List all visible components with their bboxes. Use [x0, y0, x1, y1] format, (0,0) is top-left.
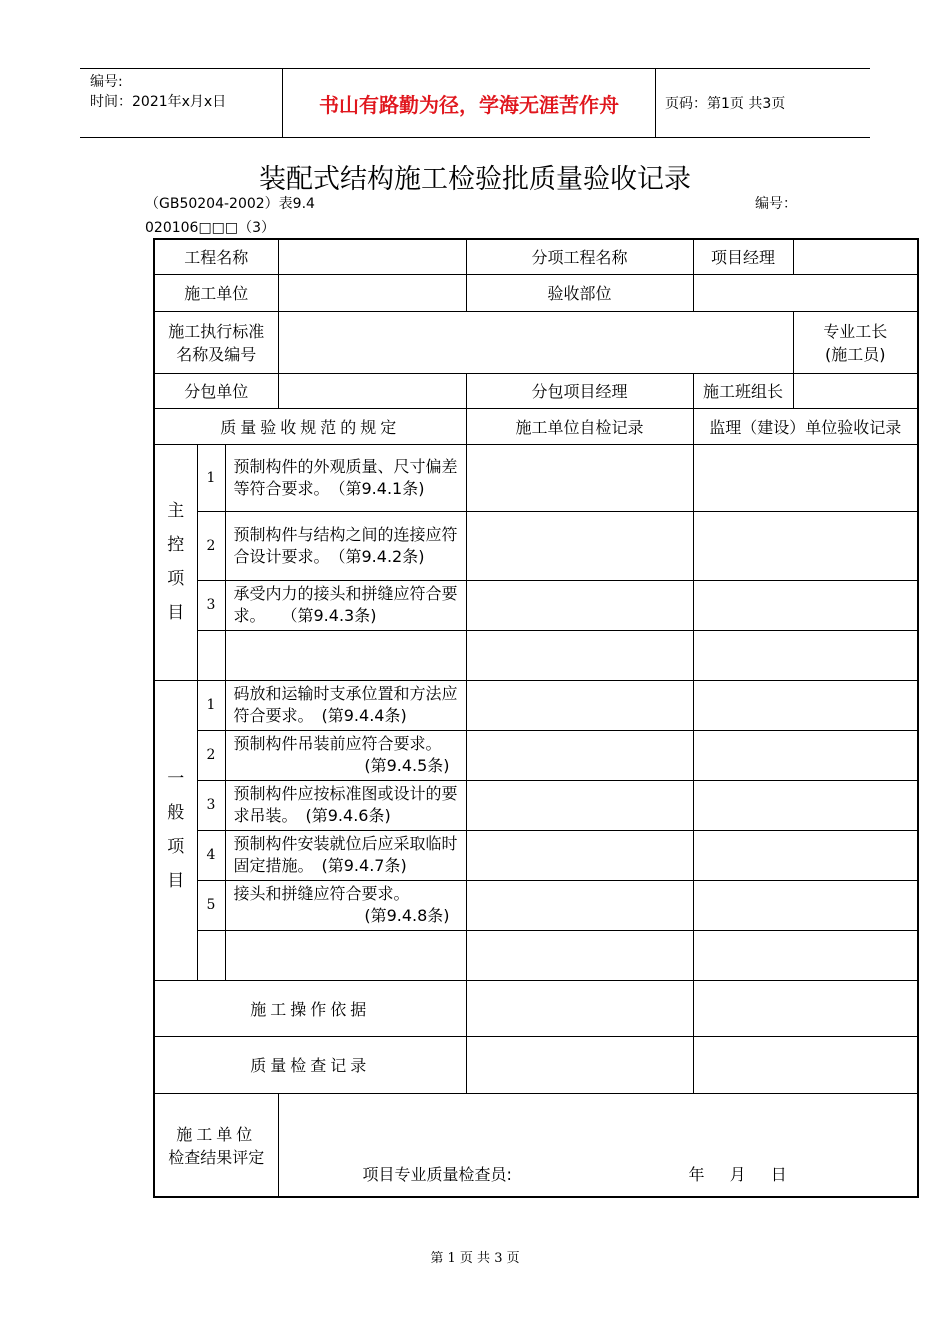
self-check-cell[interactable] — [466, 580, 693, 630]
quality-record-supervision[interactable] — [693, 1036, 918, 1093]
form-code: 020106□□□（3） — [145, 220, 276, 236]
item-text: 承受内力的接头和拼缝应符合要求。 （第9.4.3条) — [225, 580, 466, 630]
item-number: 2 — [197, 511, 225, 580]
item-text: 预制构件的外观质量、尺寸偏差等符合要求。 （第9.4.1条) — [225, 444, 466, 511]
standard-name-line-2: 名称及编号 — [176, 345, 257, 364]
header-page-code: 页码：第1页 共3页 — [665, 96, 786, 112]
item-text-line: 接头和拼缝应符合要求。 — [233, 884, 410, 903]
item-number: 3 — [197, 580, 225, 630]
header-number-label: 编号: — [90, 74, 123, 90]
main-label-char: 项 — [167, 569, 185, 589]
main-label-char: 控 — [167, 535, 185, 555]
supervision-cell[interactable] — [693, 580, 918, 630]
self-check-cell[interactable] — [466, 830, 693, 880]
main-item-row — [154, 511, 918, 580]
item-number: 1 — [197, 444, 225, 511]
foreman-line-1: 专业工长 — [823, 322, 888, 341]
standard-ref: （GB50204-2002）表9.4 — [145, 196, 315, 212]
document-title: 装配式结构施工检验批质量验收记录 — [259, 164, 691, 195]
project-manager-value[interactable] — [793, 239, 918, 274]
general-item-row — [154, 680, 918, 730]
supervision-column-header: 监理（建设）单位验收记录 — [693, 408, 918, 444]
item-number: 2 — [197, 730, 225, 780]
item-number: 1 — [197, 680, 225, 730]
page-footer: 第 1 页 共 3 页 — [430, 1251, 520, 1266]
item-clause: (第9.4.8条) — [364, 906, 450, 925]
project-manager-label: 项目经理 — [693, 239, 793, 274]
header-meta — [90, 72, 226, 112]
project-name-value[interactable] — [278, 239, 466, 274]
row-project-name — [154, 239, 918, 274]
supervision-cell[interactable] — [693, 780, 918, 830]
item-number: 4 — [197, 830, 225, 880]
row-quality-record — [154, 1036, 918, 1093]
evaluation-label — [154, 1093, 278, 1197]
team-leader-label: 施工班组长 — [693, 373, 793, 408]
supervision-cell[interactable] — [693, 511, 918, 580]
general-items-label — [154, 680, 197, 980]
general-label-char: 目 — [167, 871, 185, 891]
general-label-char: 一 — [167, 769, 185, 789]
operation-basis-supervision[interactable] — [693, 980, 918, 1036]
team-leader-value[interactable] — [793, 373, 918, 408]
self-check-cell[interactable] — [466, 730, 693, 780]
foreman-line-2: (施工员) — [825, 345, 886, 364]
row-evaluation — [154, 1093, 918, 1197]
inspector-label: 项目专业质量检查员: — [362, 1164, 512, 1184]
acceptance-part-value[interactable] — [693, 274, 918, 311]
general-item-row — [154, 880, 918, 930]
operation-basis-value[interactable] — [466, 980, 693, 1036]
row-subcontractor — [154, 373, 918, 408]
quality-record-label: 质量检查记录 — [154, 1036, 466, 1093]
inspection-form-table — [153, 238, 919, 1198]
self-check-cell[interactable] — [466, 630, 693, 680]
self-check-cell[interactable] — [466, 444, 693, 511]
sign-date: 年 月 日 — [688, 1164, 797, 1184]
construction-unit-label: 施工单位 — [154, 274, 278, 311]
supervision-cell[interactable] — [693, 444, 918, 511]
row-standard — [154, 311, 918, 373]
supervision-cell[interactable] — [693, 930, 918, 980]
item-text: 预制构件安装就位后应采取临时固定措施。 (第9.4.7条) — [225, 830, 466, 880]
supervision-cell[interactable] — [693, 880, 918, 930]
standard-name-line-1: 施工执行标准 — [168, 322, 265, 341]
general-label-char: 般 — [167, 803, 185, 823]
general-label-char: 项 — [167, 837, 185, 857]
item-text — [225, 930, 466, 980]
row-operation-basis — [154, 980, 918, 1036]
spec-column-header: 质量验收规范的规定 — [154, 408, 466, 444]
self-check-cell[interactable] — [466, 680, 693, 730]
standard-name-value[interactable] — [278, 311, 793, 373]
item-text — [225, 730, 466, 780]
evaluation-value[interactable] — [278, 1093, 918, 1197]
main-label-char: 主 — [167, 501, 185, 521]
subcontractor-value[interactable] — [278, 373, 466, 408]
item-text: 码放和运输时支承位置和方法应符合要求。 (第9.4.4条) — [225, 680, 466, 730]
supervision-cell[interactable] — [693, 630, 918, 680]
construction-unit-value[interactable] — [278, 274, 466, 311]
sub-project-manager-label: 分包项目经理 — [466, 373, 693, 408]
main-item-row — [154, 444, 918, 511]
row-construction-unit — [154, 274, 918, 311]
general-item-row-empty — [154, 930, 918, 980]
header-motto: 书山有路勤为径，学海无涯苦作舟 — [282, 69, 656, 137]
item-text — [225, 880, 466, 930]
item-number: 5 — [197, 880, 225, 930]
item-number: 3 — [197, 780, 225, 830]
item-text: 预制构件应按标准图或设计的要求吊装。 (第9.4.6条) — [225, 780, 466, 830]
page-header — [80, 68, 870, 138]
supervision-cell[interactable] — [693, 730, 918, 780]
general-item-row — [154, 830, 918, 880]
quality-record-value[interactable] — [466, 1036, 693, 1093]
signature-area — [279, 1094, 918, 1196]
supervision-cell[interactable] — [693, 830, 918, 880]
self-check-column-header: 施工单位自检记录 — [466, 408, 693, 444]
item-text-line: 预制构件吊装前应符合要求。 — [233, 734, 442, 753]
general-item-row — [154, 780, 918, 830]
item-number — [197, 630, 225, 680]
item-clause: (第9.4.5条) — [364, 756, 450, 775]
main-item-row-empty — [154, 630, 918, 680]
self-check-cell[interactable] — [466, 780, 693, 830]
evaluation-label-line-1: 施工单位 — [176, 1124, 257, 1144]
supervision-cell[interactable] — [693, 680, 918, 730]
item-text: 预制构件与结构之间的连接应符合设计要求。 （第9.4.2条) — [225, 511, 466, 580]
self-check-cell[interactable] — [466, 880, 693, 930]
foreman-label — [793, 311, 918, 373]
general-item-row — [154, 730, 918, 780]
self-check-cell[interactable] — [466, 930, 693, 980]
operation-basis-label: 施工操作依据 — [154, 980, 466, 1036]
row-column-headers — [154, 408, 918, 444]
item-number — [197, 930, 225, 980]
main-label-char: 目 — [167, 603, 185, 623]
acceptance-part-label: 验收部位 — [466, 274, 693, 311]
item-text — [225, 630, 466, 680]
subcontractor-label: 分包单位 — [154, 373, 278, 408]
main-item-row — [154, 580, 918, 630]
sub-project-name-label: 分项工程名称 — [466, 239, 693, 274]
project-name-label: 工程名称 — [154, 239, 278, 274]
self-check-cell[interactable] — [466, 511, 693, 580]
header-time: 时间：2021年x月x日 — [90, 94, 227, 110]
main-items-label — [154, 444, 197, 680]
standard-name-label — [154, 311, 278, 373]
form-number-label: 编号： — [755, 196, 797, 212]
evaluation-label-line-2: 检查结果评定 — [168, 1147, 265, 1167]
